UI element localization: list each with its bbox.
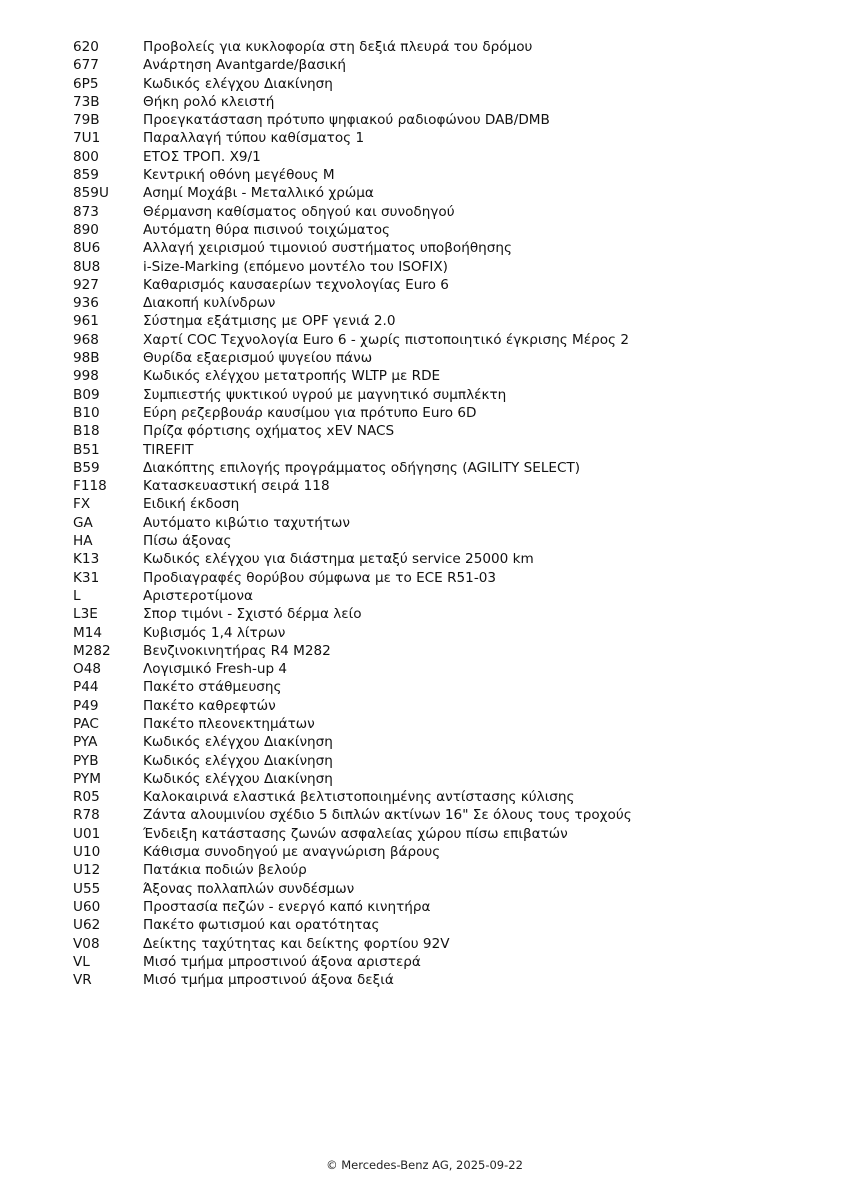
- equipment-code: PYA: [73, 734, 98, 751]
- list-item: [73, 221, 833, 239]
- equipment-description: Πατάκια ποδιών βελούρ: [143, 862, 307, 879]
- equipment-code: F118: [73, 478, 107, 495]
- equipment-code: K31: [73, 569, 100, 586]
- equipment-description: Προστασία πεζών - ενεργό καπό κινητήρα: [143, 898, 431, 915]
- equipment-code: 620: [73, 39, 99, 55]
- equipment-code: 968: [73, 331, 99, 348]
- equipment-description: Κατασκευαστική σειρά 118: [143, 478, 330, 495]
- equipment-code: PAC: [73, 715, 99, 732]
- equipment-code: U62: [73, 917, 101, 934]
- equipment-code: U12: [73, 862, 101, 879]
- equipment-code: B09: [73, 386, 100, 403]
- equipment-code: 859U: [73, 185, 109, 202]
- list-item: [73, 294, 833, 312]
- list-item: [73, 642, 833, 660]
- list-item: [73, 148, 833, 166]
- equipment-description: TIREFIT: [143, 441, 194, 458]
- list-item: [73, 75, 833, 93]
- equipment-code: 859: [73, 167, 99, 184]
- equipment-code: U01: [73, 825, 101, 842]
- list-item: [73, 788, 833, 806]
- equipment-description: Παραλλαγή τύπου καθίσματος 1: [143, 130, 365, 147]
- page-footer: © Mercedes-Benz AG, 2025-09-22: [326, 1158, 523, 1172]
- list-item: [73, 770, 833, 788]
- equipment-code: U10: [73, 844, 101, 861]
- equipment-description: Θήκη ρολό κλειστή: [143, 93, 275, 110]
- equipment-code: 73B: [73, 93, 100, 110]
- list-item: [73, 697, 833, 715]
- equipment-code: K13: [73, 551, 100, 568]
- list-item: [73, 624, 833, 642]
- equipment-code: 936: [73, 295, 99, 312]
- equipment-description: Πακέτο πλεονεκτημάτων: [143, 715, 315, 732]
- equipment-code: B10: [73, 404, 100, 421]
- list-item: [73, 806, 833, 824]
- list-item: [73, 422, 833, 440]
- equipment-code: B18: [73, 423, 100, 440]
- equipment-description: Δείκτης ταχύτητας και δείκτης φορτίου 92V: [143, 935, 450, 952]
- equipment-description: Πακέτο καθρεφτών: [143, 697, 276, 714]
- list-item: [73, 331, 833, 349]
- list-item: [73, 953, 833, 971]
- equipment-description: Προεγκατάσταση πρότυπο ψηφιακού ραδιοφώνου DAB/DMB: [143, 112, 550, 129]
- equipment-description: Ασημί Μοχάβι - Μεταλλικό χρώμα: [143, 185, 374, 202]
- equipment-code: P44: [73, 679, 99, 696]
- equipment-description: Πίσω άξονας: [143, 533, 232, 550]
- equipment-code: M282: [73, 642, 111, 659]
- equipment-code: 8U8: [73, 258, 101, 275]
- equipment-code: O48: [73, 661, 101, 678]
- equipment-description: Άξονας πολλαπλών συνδέσμων: [143, 880, 355, 897]
- list-item: [73, 843, 833, 861]
- equipment-code: 79B: [73, 112, 100, 129]
- equipment-description: Σύστημα εξάτμισης με OPF γενιά 2.0: [143, 313, 396, 330]
- equipment-description: Αριστεροτίμονα: [143, 587, 253, 604]
- equipment-code: U60: [73, 898, 101, 915]
- equipment-code: FX: [73, 496, 91, 513]
- equipment-code: 890: [73, 221, 99, 238]
- list-item: [73, 239, 833, 257]
- equipment-code: R78: [73, 807, 100, 824]
- equipment-description: Αυτόματη θύρα πισινού τοιχώματος: [143, 221, 391, 238]
- list-item: [73, 715, 833, 733]
- equipment-code: P49: [73, 697, 99, 714]
- equipment-description: Αλλαγή χειρισμού τιμονιού συστήματος υποβοήθησης: [143, 240, 512, 257]
- list-item: [73, 404, 833, 422]
- list-item: [73, 898, 833, 916]
- equipment-code: 800: [73, 148, 99, 165]
- list-item: [73, 825, 833, 843]
- equipment-description: Κεντρική οθόνη μεγέθους M: [143, 167, 335, 184]
- equipment-code: 7U1: [73, 130, 101, 147]
- list-item: [73, 312, 833, 330]
- equipment-code: 8U6: [73, 240, 101, 257]
- equipment-code: M14: [73, 624, 103, 641]
- equipment-description: Καθαρισμός καυσαερίων τεχνολογίας Euro 6: [143, 276, 449, 293]
- equipment-description: Διακοπή κυλίνδρων: [143, 295, 276, 312]
- equipment-code: VL: [73, 953, 90, 970]
- list-item: [73, 276, 833, 294]
- list-item: [73, 935, 833, 953]
- equipment-description: Ζάντα αλουμινίου σχέδιο 5 διπλών ακτίνων 16" Σε όλους τους τροχούς: [143, 807, 632, 824]
- equipment-code: B51: [73, 441, 100, 458]
- equipment-description: Κωδικός ελέγχου για διάστημα μεταξύ service 25000 km: [143, 551, 534, 568]
- list-item: [73, 678, 833, 696]
- equipment-description: Κωδικός ελέγχου Διακίνηση: [143, 752, 333, 769]
- list-item: [73, 386, 833, 404]
- equipment-code: 998: [73, 368, 99, 385]
- list-item: [73, 56, 833, 74]
- list-item: [73, 532, 833, 550]
- equipment-description: Καλοκαιρινά ελαστικά βελτιστοποιημένης αντίστασης κύλισης: [143, 789, 575, 806]
- equipment-description: Ανάρτηση Avantgarde/βασική: [143, 57, 347, 74]
- equipment-description: Μισό τμήμα μπροστινού άξονα αριστερά: [143, 953, 421, 970]
- equipment-code: R05: [73, 789, 100, 806]
- equipment-code: 873: [73, 203, 99, 220]
- equipment-description: Βενζινοκινητήρας R4 M282: [143, 642, 331, 659]
- list-item: [73, 349, 833, 367]
- list-item: [73, 514, 833, 532]
- list-item: [73, 550, 833, 568]
- equipment-description: Πακέτο φωτισμού και ορατότητας: [143, 917, 380, 934]
- list-item: [73, 367, 833, 385]
- equipment-code: PYM: [73, 770, 101, 787]
- equipment-description: Κυβισμός 1,4 λίτρων: [143, 624, 286, 641]
- equipment-code: L: [73, 587, 81, 604]
- equipment-description: Κωδικός ελέγχου Διακίνηση: [143, 734, 333, 751]
- list-item: [73, 129, 833, 147]
- list-item: [73, 880, 833, 898]
- equipment-description: Λογισμικό Fresh-up 4: [143, 661, 288, 678]
- list-item: [73, 459, 833, 477]
- equipment-description: Θυρίδα εξαερισμού ψυγείου πάνω: [143, 350, 373, 367]
- equipment-description: Εύρη ρεζερβουάρ καυσίμου για πρότυπο Euro 6D: [143, 404, 477, 421]
- equipment-code: U55: [73, 880, 101, 897]
- list-item: [73, 93, 833, 111]
- equipment-description: Μισό τμήμα μπροστινού άξονα δεξιά: [143, 972, 394, 989]
- equipment-description: Αυτόματο κιβώτιο ταχυτήτων: [143, 514, 351, 531]
- equipment-code-list: [73, 38, 833, 989]
- equipment-code: 677: [73, 57, 99, 74]
- list-item: [73, 38, 833, 56]
- equipment-description: i-Size-Marking (επόμενο μοντέλο του ISOFIX): [143, 258, 448, 275]
- equipment-code: GA: [73, 514, 93, 531]
- equipment-code: 961: [73, 313, 99, 330]
- equipment-description: Κωδικός ελέγχου Διακίνηση: [143, 75, 333, 92]
- equipment-code: 98B: [73, 350, 100, 367]
- equipment-code: VR: [73, 972, 92, 989]
- equipment-description: Συμπιεστής ψυκτικού υγρού με μαγνητικό συμπλέκτη: [143, 386, 507, 403]
- equipment-description: ΕΤΟΣ ΤΡΟΠ. X9/1: [143, 148, 261, 165]
- equipment-description: Σπορ τιμόνι - Σχιστό δέρμα λείο: [143, 606, 362, 623]
- equipment-description: Κάθισμα συνοδηγού με αναγνώριση βάρους: [143, 844, 441, 861]
- equipment-description: Προδιαγραφές θορύβου σύμφωνα με το ECE R51-03: [143, 569, 497, 586]
- list-item: [73, 111, 833, 129]
- equipment-code: B59: [73, 459, 100, 476]
- list-item: [73, 258, 833, 276]
- list-item: [73, 916, 833, 934]
- list-item: [73, 605, 833, 623]
- list-item: [73, 184, 833, 202]
- list-item: [73, 166, 833, 184]
- equipment-description: Κωδικός ελέγχου Διακίνηση: [143, 770, 333, 787]
- list-item: [73, 569, 833, 587]
- list-item: [73, 587, 833, 605]
- equipment-description: Θέρμανση καθίσματος οδηγού και συνοδηγού: [143, 203, 455, 220]
- list-item: [73, 971, 833, 989]
- list-item: [73, 733, 833, 751]
- equipment-description: Χαρτί COC Τεχνολογία Euro 6 - χωρίς πιστοποιητικό έγκρισης Μέρος 2: [143, 331, 629, 348]
- equipment-description: Προβολείς για κυκλοφορία στη δεξιά πλευρά του δρόμου: [143, 39, 533, 55]
- list-item: [73, 441, 833, 459]
- equipment-code: PYB: [73, 752, 99, 769]
- list-item: [73, 203, 833, 221]
- equipment-description: Κωδικός ελέγχου μετατροπής WLTP με RDE: [143, 368, 441, 385]
- equipment-code: HA: [73, 533, 93, 550]
- list-item: [73, 495, 833, 513]
- list-item: [73, 660, 833, 678]
- equipment-code: 927: [73, 276, 99, 293]
- equipment-code: 6P5: [73, 75, 99, 92]
- list-item: [73, 861, 833, 879]
- list-item: [73, 752, 833, 770]
- equipment-description: Πρίζα φόρτισης οχήματος xEV NACS: [143, 423, 395, 440]
- equipment-description: Ειδική έκδοση: [143, 496, 240, 513]
- equipment-code: V08: [73, 935, 100, 952]
- equipment-description: Ένδειξη κατάστασης ζωνών ασφαλείας χώρου πίσω επιβατών: [143, 825, 568, 842]
- equipment-code: L3E: [73, 606, 98, 623]
- equipment-description: Διακόπτης επιλογής προγράμματος οδήγησης (AGILITY SELECT): [143, 459, 581, 476]
- equipment-description: Πακέτο στάθμευσης: [143, 679, 282, 696]
- list-item: [73, 477, 833, 495]
